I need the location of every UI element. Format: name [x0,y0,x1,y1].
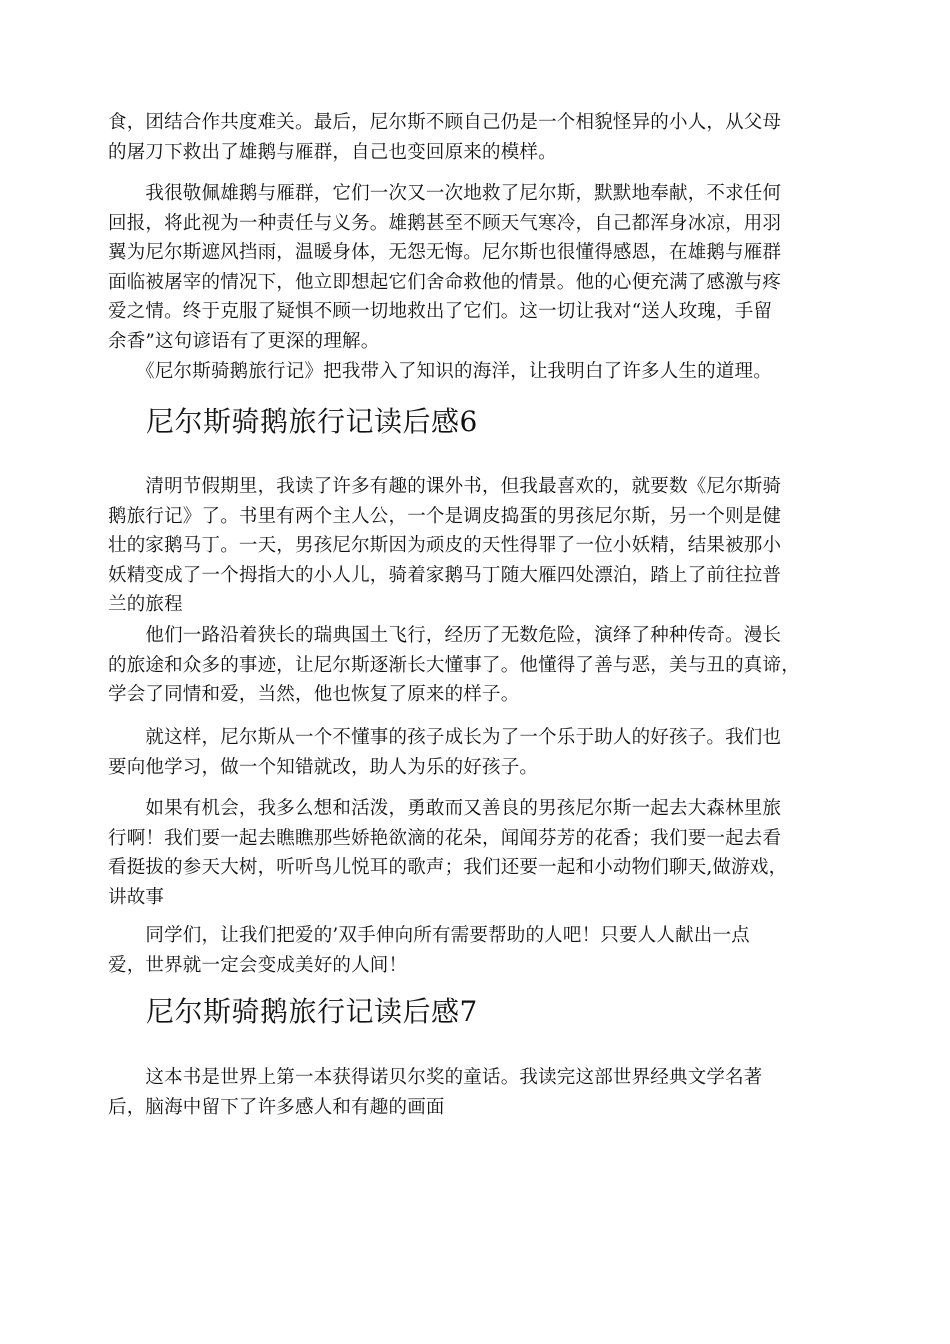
paragraph-intro-6 [108,472,781,620]
text-line: 爱，世界就一定会变成美好的人间！ [108,954,408,976]
text-line: 爱之情。终于克服了疑惧不顾一切地救出了它们。这一切让我对“送人玫瑰，手留 [108,301,773,322]
text-line: 回报，将此视为一种责任与义务。雄鹅甚至不顾天气寒冷，自己都浑身冰凉，用羽 [108,212,782,234]
section-heading-6: 尼尔斯骑鹅旅行记读后感6 [146,405,478,438]
text-line: 就这样，尼尔斯从一个不懂事的孩子成长为了一个乐于助人的好孩子。我们也 [108,727,782,748]
paragraph-admiration [108,179,781,356]
text-line: 兰的旅程 [108,594,183,615]
paragraph-wish-6 [108,794,787,912]
text-line: 余香”这句谚语有了更深的理解。 [108,330,380,352]
text-line: 看挺拔的参天大树，听听鸟儿悦耳的歌声；我们还要一起和小动物们聊天,做游戏， [108,857,788,878]
text-line: 学会了同情和爱，当然，他也恢复了原来的样子。 [108,684,520,705]
text-line: 面临被屠宰的情况下，他立即想起它们舍命救他的情景。他的心便充满了感激与疼 [108,271,782,293]
text-line: 妖精变成了一个拇指大的小人儿，骑着家鹅马丁随大雁四处漂泊，踏上了前往拉普 [108,564,782,586]
text-line: 他们一路沿着狭长的瑞典国土飞行，经历了无数危险，演绎了种种传奇。漫长 [108,625,782,646]
paragraph-intro-7 [108,1063,763,1122]
paragraph-continuation [108,108,781,167]
text-line: 的屠刀下救出了雄鹅与雁群，自己也变回原来的模样。 [108,141,557,163]
text-line: 鹅旅行记》了。书里有两个主人公，一个是调皮捣蛋的男孩尼尔斯，另一个则是健 [108,505,782,527]
text-line: 后，脑海中留下了许多感人和有趣的画面 [108,1096,445,1118]
section-heading-7: 尼尔斯骑鹅旅行记读后感7 [146,995,478,1028]
text-line: 壮的家鹅马丁。一天，男孩尼尔斯因为顽皮的天性得罪了一位小妖精，结果被那小 [108,535,782,556]
paragraph-call-6 [108,921,750,980]
text-line: 讲故事 [108,886,165,908]
text-line: 要向他学习，做一个知错就改，助人为乐的好孩子。 [108,756,539,778]
text-line: 如果有机会，我多么想和活泼，勇敢而又善良的男孩尼尔斯一起去大森林里旅 [108,798,782,819]
text-line: 这本书是世界上第一本获得诺贝尔奖的童话。我读完这部世界经典文学名著 [108,1067,763,1088]
text-line: 食，团结合作共度难关。最后，尼尔斯不顾自己仍是一个相貌怪异的小人，从父母 [108,112,782,133]
paragraph-growth-6 [108,723,781,782]
text-line: 《尼尔斯骑鹅旅行记》把我带入了知识的海洋，让我明白了许多人生的道理。 [108,361,772,382]
paragraph-journey-6 [108,621,800,710]
text-line: 我很敬佩雄鹅与雁群，它们一次又一次地救了尼尔斯，默默地奉献，不求任何 [108,183,782,204]
text-line: 翼为尼尔斯遮风挡雨，温暖身体，无怨无悔。尼尔斯也很懂得感恩，在雄鹅与雁群 [108,242,782,263]
text-line: 同学们，让我们把爱的’双手伸向所有需要帮助的人吧！只要人人献出一点 [108,925,750,946]
text-line: 清明节假期里，我读了许多有趣的课外书，但我最喜欢的，就要数《尼尔斯骑 [108,476,782,497]
paragraph-conclusion [108,357,772,387]
text-line: 行啊！我们要一起去瞧瞧那些娇艳欲滴的花朵，闻闻芬芳的花香；我们要一起去看 [108,827,782,849]
text-line: 的旅途和众多的事迹，让尼尔斯逐渐长大懂事了。他懂得了善与恶，美与丑的真谛， [108,654,800,676]
